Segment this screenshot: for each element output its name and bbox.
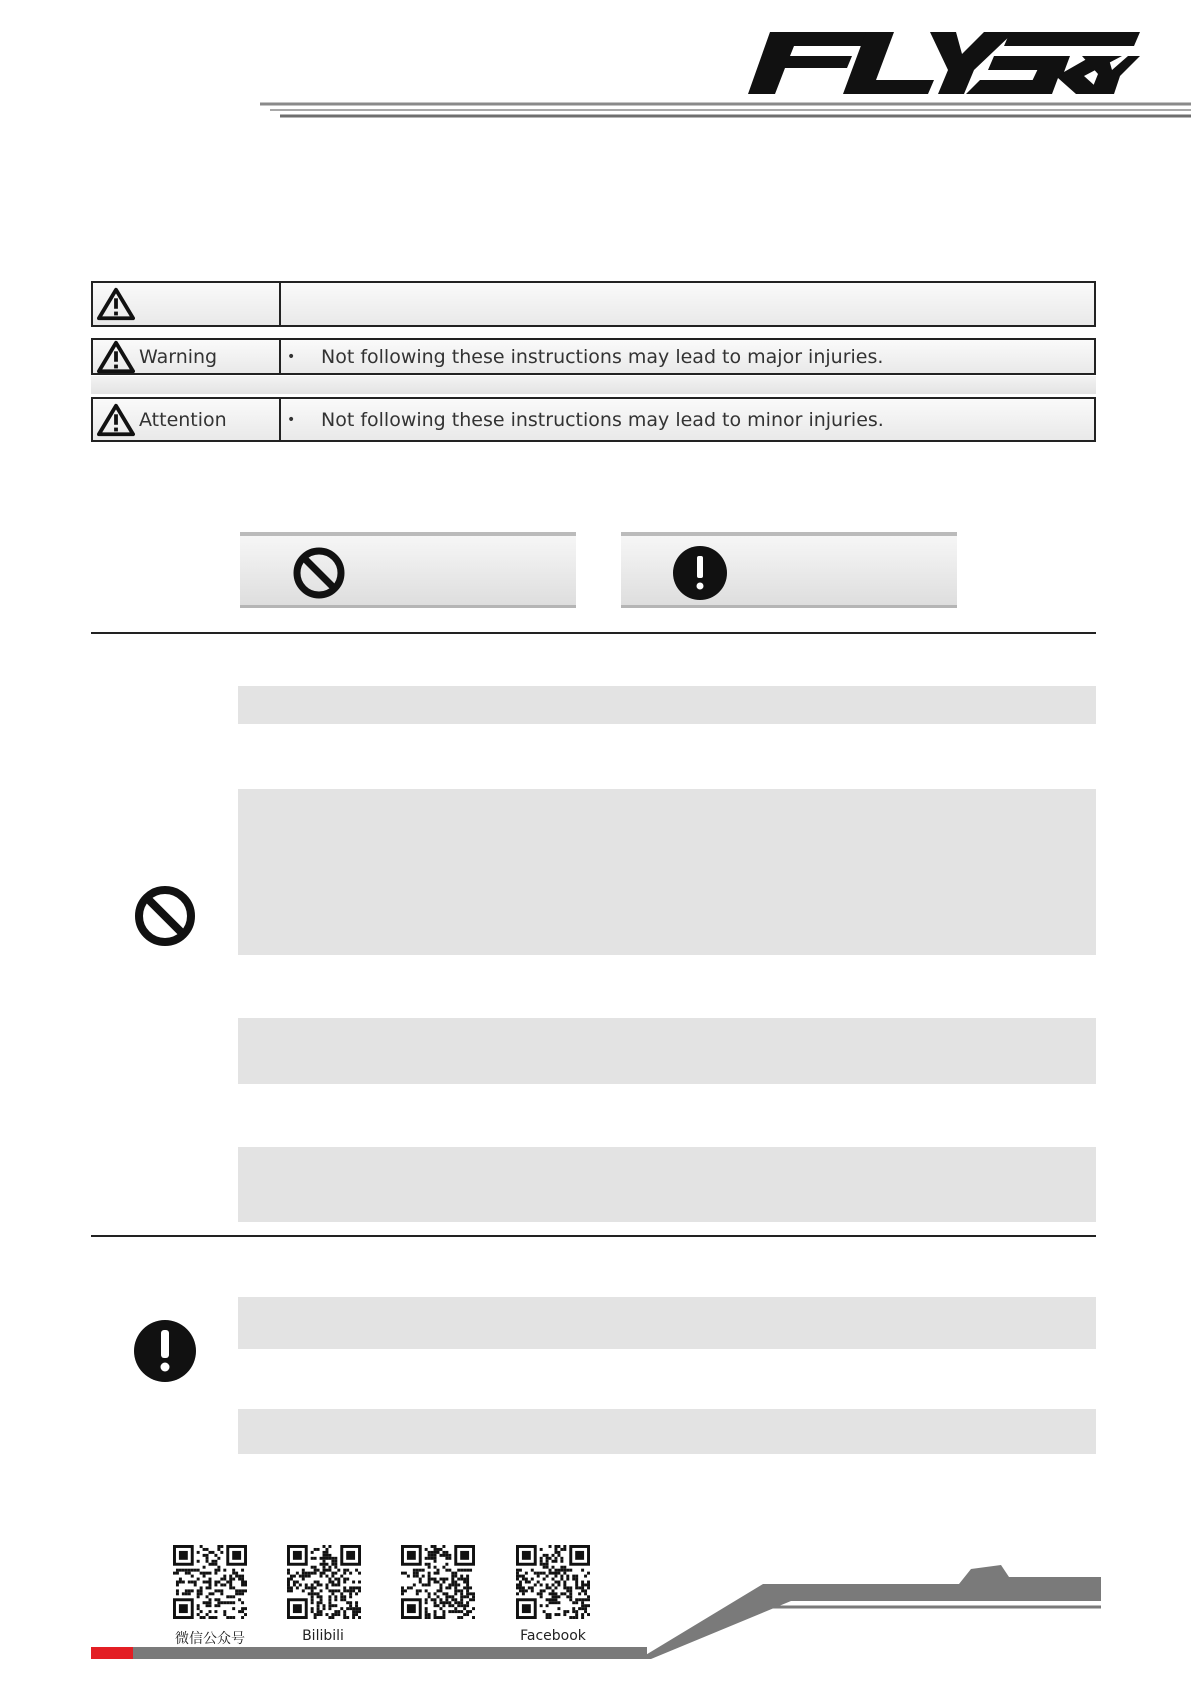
prohibited-key-box bbox=[240, 532, 576, 608]
qr-code-facebook bbox=[516, 1545, 590, 1619]
attention-term: Attention bbox=[139, 408, 227, 431]
prohibited-item bbox=[238, 1018, 1096, 1084]
legend-term-cell bbox=[93, 340, 281, 373]
prohibited-icon bbox=[133, 884, 197, 948]
legend-text-cell bbox=[281, 340, 1094, 373]
legend-text-cell bbox=[281, 283, 1094, 325]
legend-separator-strip bbox=[91, 376, 1096, 394]
legend-term-cell bbox=[93, 399, 281, 440]
prohibited-item bbox=[238, 686, 1096, 724]
warning-triangle-icon bbox=[97, 402, 135, 438]
qr-code-wechat bbox=[173, 1545, 247, 1619]
section-divider bbox=[91, 632, 1096, 634]
header-decorative-lines bbox=[260, 100, 1191, 122]
prohibited-icon bbox=[292, 546, 346, 600]
qr-code bbox=[401, 1545, 475, 1619]
mandatory-item bbox=[238, 1297, 1096, 1349]
exclamation-icon bbox=[673, 546, 727, 600]
mandatory-item bbox=[238, 1409, 1096, 1454]
warning-text: Not following these instructions may lead to major injuries. bbox=[321, 345, 884, 368]
legend-text-cell bbox=[281, 399, 1094, 440]
attention-text: Not following these instructions may lead to minor injuries. bbox=[321, 408, 884, 431]
legend-row-attention bbox=[91, 397, 1096, 442]
bullet: • bbox=[287, 348, 296, 365]
bullet: • bbox=[287, 411, 296, 428]
warning-term: Warning bbox=[139, 345, 218, 368]
legend-row-header bbox=[91, 281, 1096, 327]
qr-code-bilibili bbox=[287, 1545, 361, 1619]
qr-label-bilibili: Bilibili bbox=[302, 1628, 344, 1644]
exclamation-icon bbox=[133, 1319, 197, 1383]
warning-triangle-icon bbox=[97, 339, 135, 375]
warning-triangle-icon bbox=[97, 286, 135, 322]
mandatory-key-box bbox=[621, 532, 957, 608]
section-divider bbox=[91, 1235, 1096, 1237]
prohibited-item bbox=[238, 789, 1096, 955]
flysky-logo bbox=[748, 30, 1140, 96]
prohibited-item bbox=[238, 1147, 1096, 1222]
legend-row-warning bbox=[91, 338, 1096, 375]
qr-label-wechat: 微信公众号 bbox=[175, 1631, 245, 1647]
legend-term-cell bbox=[93, 283, 281, 325]
qr-label-facebook: Facebook bbox=[520, 1628, 586, 1644]
